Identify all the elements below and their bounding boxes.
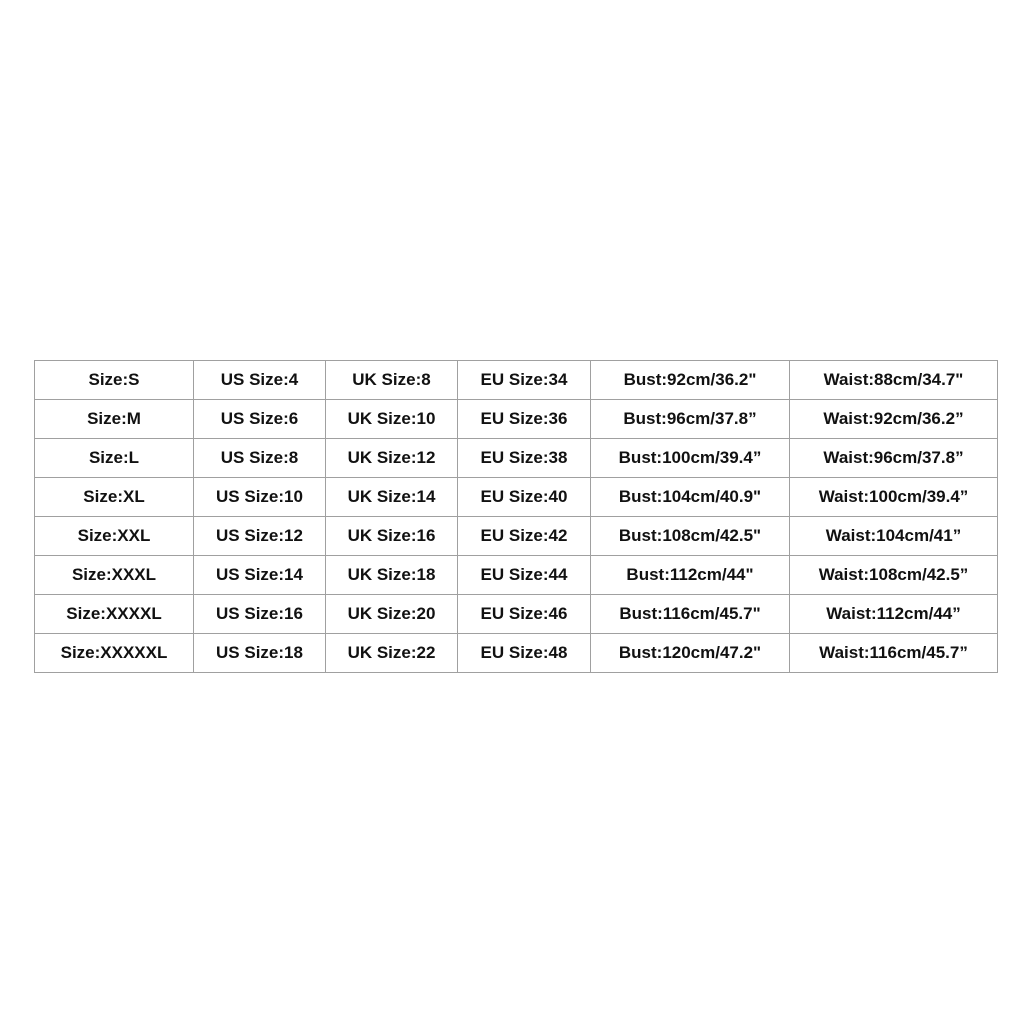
uk-size-cell: UK Size:8 <box>326 361 458 400</box>
size-cell: Size:XXL <box>35 517 194 556</box>
bust-cell: Bust:116cm/45.7" <box>591 595 790 634</box>
us-size-cell: US Size:14 <box>194 556 326 595</box>
size-chart-table <box>34 360 998 673</box>
waist-cell: Waist:100cm/39.4” <box>790 478 998 517</box>
size-cell: Size:XXXXXL <box>35 634 194 673</box>
uk-size-cell: UK Size:20 <box>326 595 458 634</box>
us-size-cell: US Size:16 <box>194 595 326 634</box>
bust-cell: Bust:112cm/44" <box>591 556 790 595</box>
uk-size-cell: UK Size:12 <box>326 439 458 478</box>
eu-size-cell: EU Size:36 <box>458 400 591 439</box>
bust-cell: Bust:104cm/40.9" <box>591 478 790 517</box>
eu-size-cell: EU Size:42 <box>458 517 591 556</box>
bust-cell: Bust:100cm/39.4” <box>591 439 790 478</box>
eu-size-cell: EU Size:40 <box>458 478 591 517</box>
waist-cell: Waist:108cm/42.5” <box>790 556 998 595</box>
size-chart-body <box>35 361 998 673</box>
us-size-cell: US Size:6 <box>194 400 326 439</box>
uk-size-cell: UK Size:10 <box>326 400 458 439</box>
us-size-cell: US Size:12 <box>194 517 326 556</box>
size-cell: Size:XL <box>35 478 194 517</box>
waist-cell: Waist:104cm/41” <box>790 517 998 556</box>
us-size-cell: US Size:4 <box>194 361 326 400</box>
table-row <box>35 595 998 634</box>
us-size-cell: US Size:10 <box>194 478 326 517</box>
table-row <box>35 439 998 478</box>
us-size-cell: US Size:18 <box>194 634 326 673</box>
waist-cell: Waist:116cm/45.7” <box>790 634 998 673</box>
uk-size-cell: UK Size:14 <box>326 478 458 517</box>
waist-cell: Waist:96cm/37.8” <box>790 439 998 478</box>
table-row <box>35 361 998 400</box>
bust-cell: Bust:96cm/37.8” <box>591 400 790 439</box>
size-cell: Size:M <box>35 400 194 439</box>
eu-size-cell: EU Size:34 <box>458 361 591 400</box>
uk-size-cell: UK Size:16 <box>326 517 458 556</box>
eu-size-cell: EU Size:48 <box>458 634 591 673</box>
table-row <box>35 478 998 517</box>
table-row <box>35 634 998 673</box>
eu-size-cell: EU Size:38 <box>458 439 591 478</box>
bust-cell: Bust:120cm/47.2" <box>591 634 790 673</box>
size-cell: Size:S <box>35 361 194 400</box>
bust-cell: Bust:108cm/42.5" <box>591 517 790 556</box>
bust-cell: Bust:92cm/36.2" <box>591 361 790 400</box>
size-cell: Size:XXXL <box>35 556 194 595</box>
table-row <box>35 556 998 595</box>
uk-size-cell: UK Size:22 <box>326 634 458 673</box>
uk-size-cell: UK Size:18 <box>326 556 458 595</box>
waist-cell: Waist:112cm/44” <box>790 595 998 634</box>
table-row <box>35 517 998 556</box>
waist-cell: Waist:88cm/34.7" <box>790 361 998 400</box>
table-row <box>35 400 998 439</box>
us-size-cell: US Size:8 <box>194 439 326 478</box>
waist-cell: Waist:92cm/36.2” <box>790 400 998 439</box>
eu-size-cell: EU Size:44 <box>458 556 591 595</box>
size-cell: Size:L <box>35 439 194 478</box>
eu-size-cell: EU Size:46 <box>458 595 591 634</box>
size-cell: Size:XXXXL <box>35 595 194 634</box>
